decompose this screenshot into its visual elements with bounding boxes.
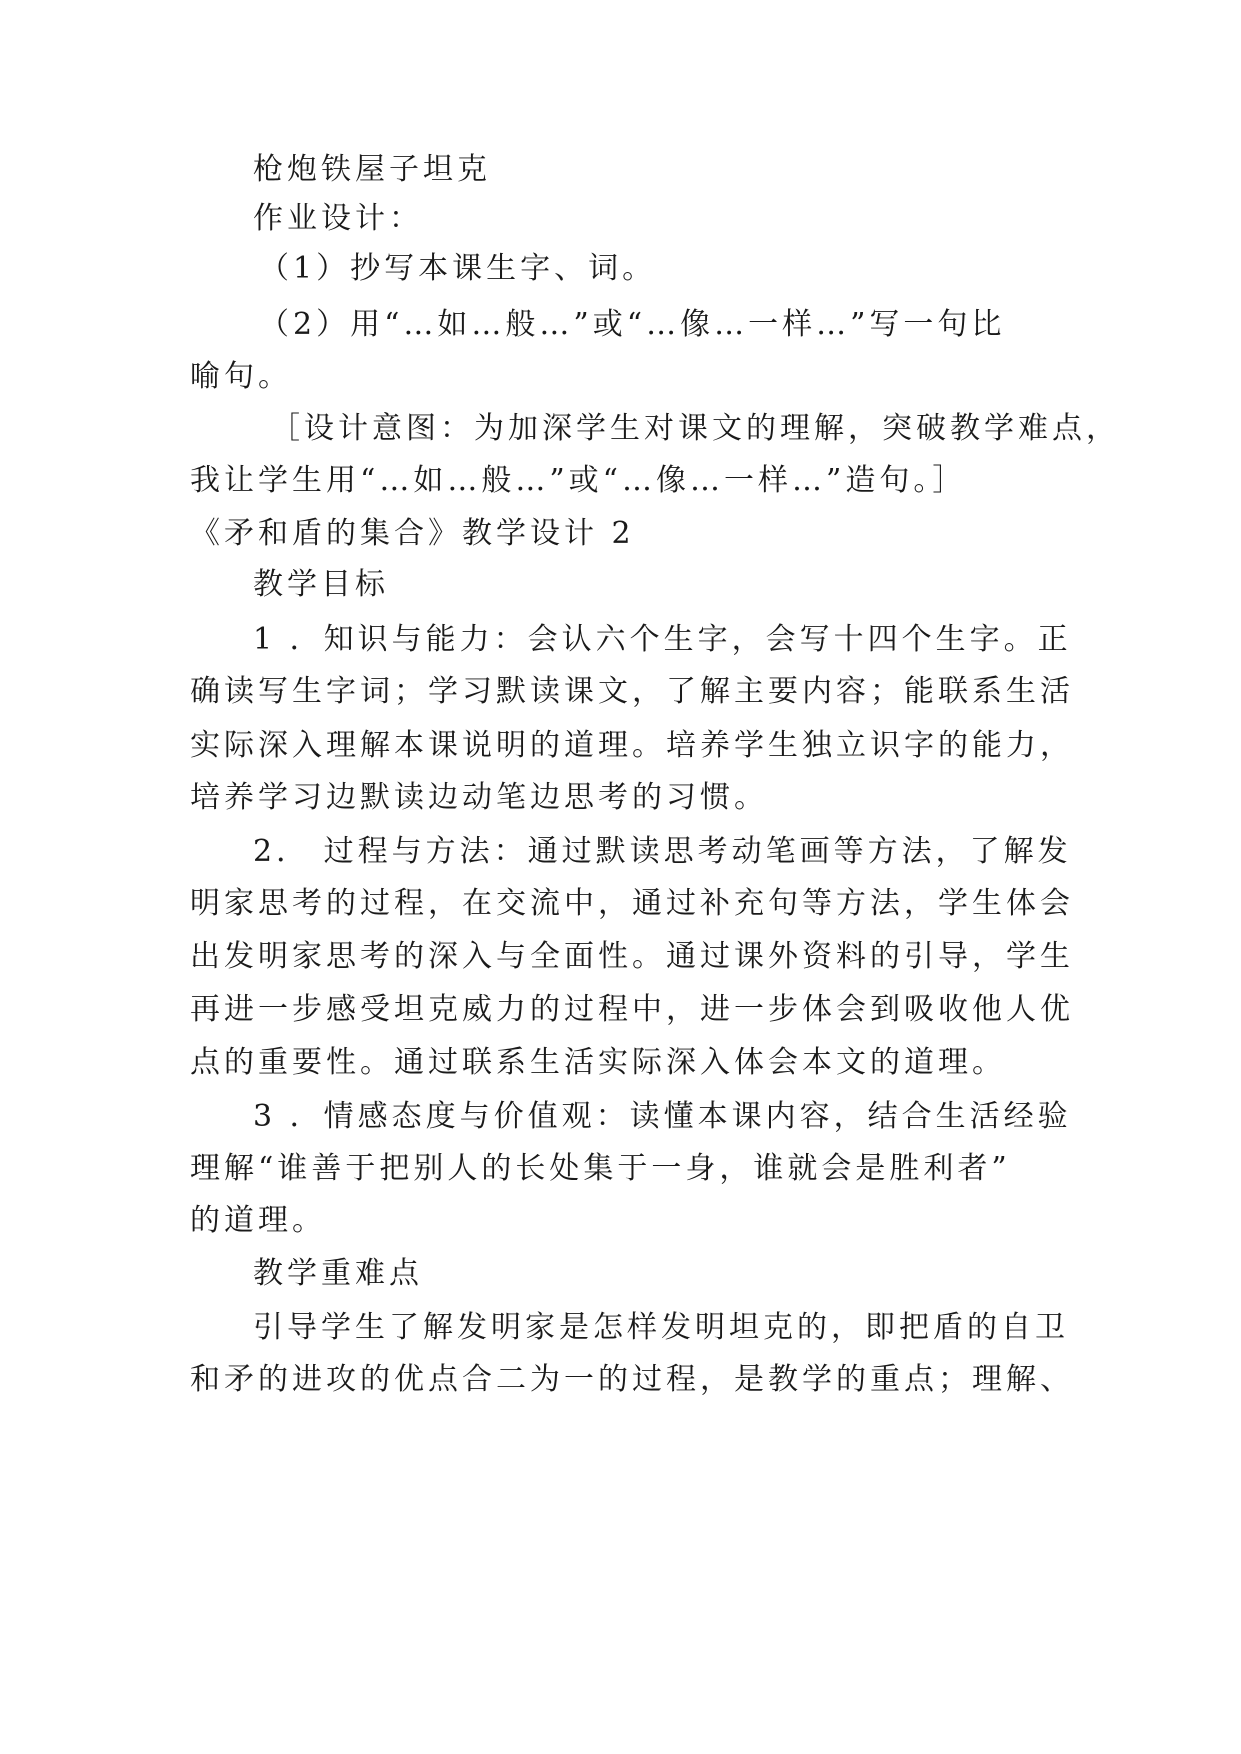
goal-2-line: 点的重要性。通过联系生活实际深入体会本文的道理。 bbox=[190, 1045, 1006, 1080]
goal-1-line: 培养学习边默读边动笔边思考的习惯。 bbox=[190, 780, 768, 815]
goal-2-line: 2． 过程与方法：通过默读思考动笔画等方法，了解发 bbox=[253, 834, 1072, 869]
subheading-key-points: 教学重难点 bbox=[253, 1256, 423, 1291]
key-points-line: 引导学生了解发明家是怎样发明坦克的，即把盾的自卫 bbox=[253, 1310, 1069, 1345]
homework-item-2: （2）用“…如…般…”或“…像…一样…”写一句比 bbox=[259, 307, 1006, 342]
goal-1-line: 1 ．知识与能力：会认六个生字，会写十四个生字。正 bbox=[253, 622, 1072, 657]
design-intent-line: 我让学生用“…如…般…”或“…像…一样…”造句。］ bbox=[190, 463, 967, 498]
goal-3-line: 理解“谁善于把别人的长处集于一身，谁就会是胜利者” bbox=[190, 1151, 1011, 1186]
text-line: 喻句。 bbox=[190, 359, 292, 394]
goal-2-line: 出发明家思考的深入与全面性。通过课外资料的引导，学生 bbox=[190, 939, 1074, 974]
homework-heading: 作业设计： bbox=[253, 201, 423, 236]
goal-2-line: 明家思考的过程，在交流中，通过补充句等方法，学生体会 bbox=[190, 886, 1074, 921]
goal-3-line: 的道理。 bbox=[190, 1203, 326, 1238]
key-points-line: 和矛的进攻的优点合二为一的过程，是教学的重点；理解、 bbox=[190, 1362, 1074, 1397]
homework-item-1: （1）抄写本课生字、词。 bbox=[259, 251, 657, 286]
goal-2-line: 再进一步感受坦克威力的过程中，进一步体会到吸收他人优 bbox=[190, 992, 1074, 1027]
subheading-teaching-goals: 教学目标 bbox=[253, 567, 389, 602]
section-title: 《矛和盾的集合》教学设计 2 bbox=[190, 516, 635, 551]
text-line: 枪炮铁屋子坦克 bbox=[253, 152, 491, 187]
goal-1-line: 实际深入理解本课说明的道理。培养学生独立识字的能力， bbox=[190, 728, 1074, 763]
goal-1-line: 确读写生字词；学习默读课文，了解主要内容；能联系生活 bbox=[190, 674, 1074, 709]
design-intent-line: ［设计意图：为加深学生对课文的理解，突破教学难点， bbox=[270, 411, 1120, 446]
goal-3-line: 3 ．情感态度与价值观：读懂本课内容，结合生活经验 bbox=[253, 1099, 1072, 1134]
